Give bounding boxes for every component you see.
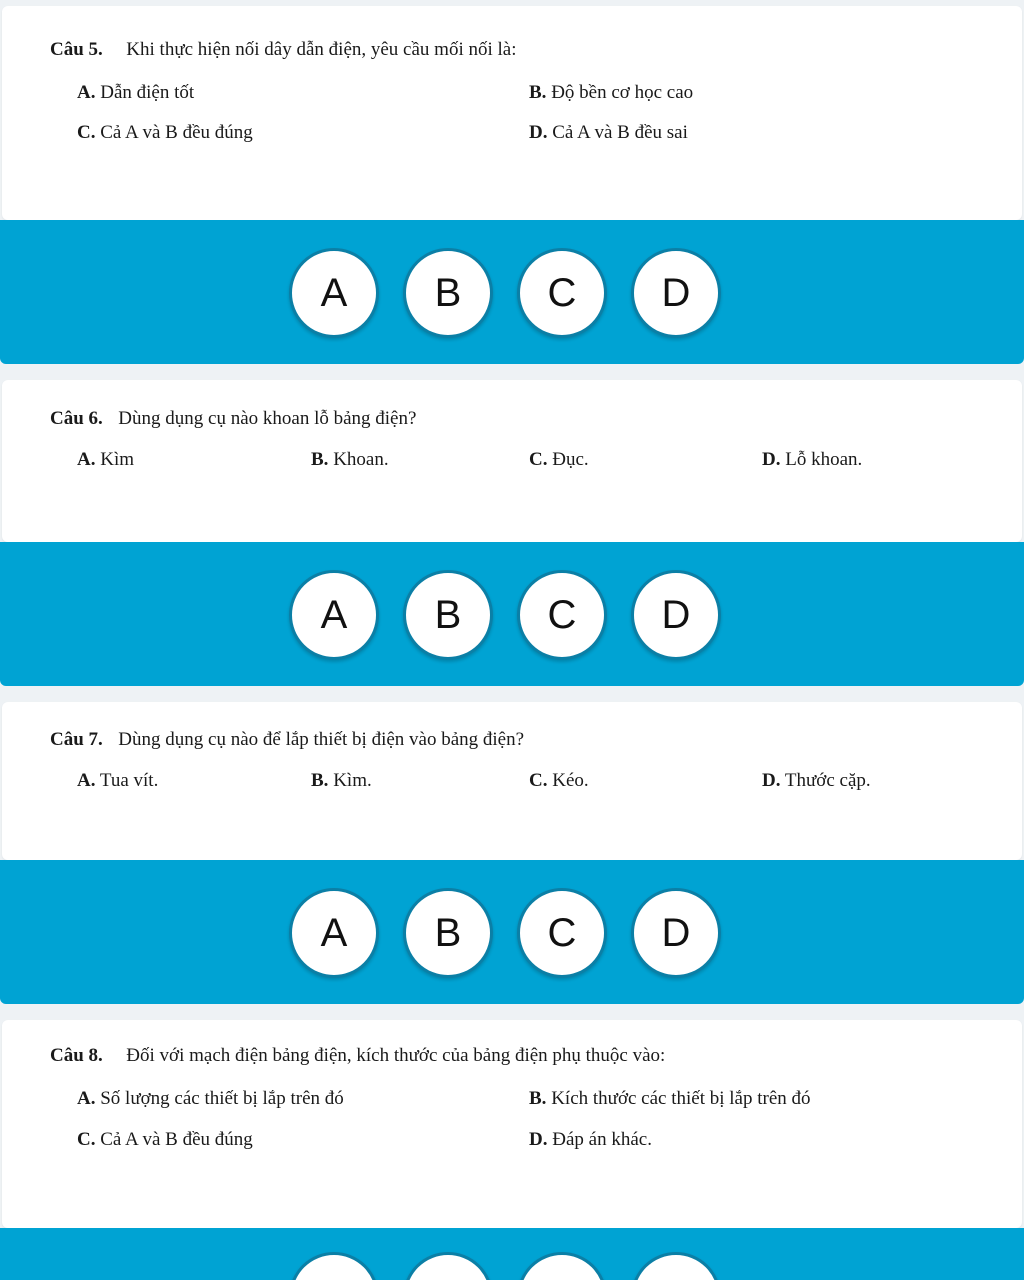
answer-button-c[interactable] (517, 1252, 607, 1280)
answer-button-d[interactable] (631, 1252, 721, 1280)
question-5-text (50, 39, 517, 61)
question-6-text (50, 408, 416, 430)
answer-band-6 (0, 542, 1024, 686)
answer-button-a[interactable] (289, 1252, 379, 1280)
answer-button-d[interactable]: D (631, 248, 721, 338)
question-card-7 (2, 702, 1022, 860)
answer-button-b[interactable]: B (403, 248, 493, 338)
option-d: D. Thước cặp. (762, 770, 871, 791)
answer-button-d[interactable]: D (631, 570, 721, 660)
question-card-5 (2, 6, 1022, 220)
option-c: C. Cả A và B đều đúng (77, 1129, 253, 1150)
answer-band-5 (0, 220, 1024, 364)
answer-button-c[interactable]: C (517, 888, 607, 978)
question-number: Câu 7. (50, 729, 103, 750)
question-number: Câu 6. (50, 408, 103, 429)
answer-button-b[interactable]: B (403, 888, 493, 978)
question-card-6 (2, 380, 1022, 542)
option-a: A. Số lượng các thiết bị lắp trên đó (77, 1088, 344, 1109)
option-a: A. Kìm (77, 449, 135, 470)
question-8-text (50, 1045, 665, 1067)
option-d: D. Đáp án khác. (529, 1129, 652, 1150)
answer-button-a[interactable]: A (289, 248, 379, 338)
answer-button-c[interactable]: C (517, 570, 607, 660)
answer-band-8 (0, 1228, 1024, 1280)
option-c: C. Đục. (529, 449, 589, 470)
option-d: D. Lỗ khoan. (762, 449, 863, 470)
answer-button-a[interactable]: A (289, 570, 379, 660)
question-7-text (50, 729, 524, 751)
answer-button-b[interactable] (403, 1252, 493, 1280)
option-b: B. Khoan. (311, 449, 389, 470)
answer-button-c[interactable]: C (517, 248, 607, 338)
question-prompt: Dùng dụng cụ nào để lắp thiết bị điện vào bảng điện? (118, 729, 525, 750)
option-c: C. Kéo. (529, 770, 589, 791)
question-number: Câu 5. (50, 39, 103, 60)
answer-button-a[interactable]: A (289, 888, 379, 978)
answer-band-7 (0, 860, 1024, 1004)
option-d: D. Cả A và B đều sai (529, 122, 688, 143)
option-a: A. Dẫn điện tốt (77, 82, 195, 103)
question-card-8 (2, 1020, 1022, 1228)
option-b: B. Kích thước các thiết bị lắp trên đó (529, 1088, 811, 1109)
question-prompt: Đối với mạch điện bảng điện, kích thước của bảng điện phụ thuộc vào: (126, 1045, 666, 1066)
question-number: Câu 8. (50, 1045, 103, 1066)
answer-button-d[interactable]: D (631, 888, 721, 978)
answer-button-b[interactable]: B (403, 570, 493, 660)
option-b: B. Kìm. (311, 770, 372, 791)
question-prompt: Dùng dụng cụ nào khoan lỗ bảng điện? (118, 408, 417, 429)
option-a: A. Tua vít. (77, 770, 159, 791)
question-prompt: Khi thực hiện nối dây dẫn điện, yêu cầu mối nối là: (126, 39, 517, 60)
option-c: C. Cả A và B đều đúng (77, 122, 253, 143)
option-b: B. Độ bền cơ học cao (529, 82, 694, 103)
